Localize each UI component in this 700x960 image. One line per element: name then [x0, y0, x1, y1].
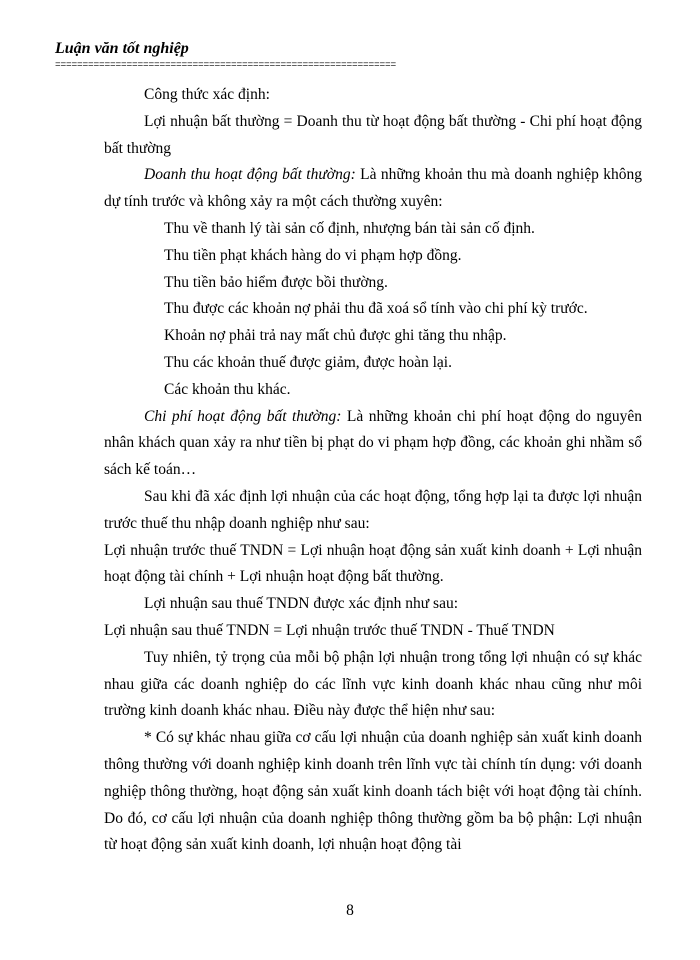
list-item: Thu được các khoản nợ phải thu đã xoá sổ tính vào chi phí kỳ trước.: [164, 300, 588, 318]
list-item: Thu các khoản thuế được giảm, được hoàn lại.: [164, 353, 452, 371]
paragraph-revenue-definition: [104, 162, 642, 216]
page-number: 8: [346, 902, 354, 919]
list-item: Thu tiền bảo hiểm được bồi thường.: [164, 273, 388, 291]
paragraph-formula-intro: Công thức xác định:: [144, 86, 270, 103]
revenue-items-list: [104, 216, 642, 404]
list-item: Thu tiền phạt khách hàng do vi phạm hợp đồng.: [164, 246, 462, 264]
header-rule: ==============================================================: [55, 62, 397, 68]
paragraph-aftertax-intro: Lợi nhuận sau thuế TNDN được xác định như sau:: [144, 595, 459, 613]
paragraph-aftertax-formula: Lợi nhuận sau thuế TNDN = Lợi nhuận trước thuế TNDN - Thuế TNDN: [104, 621, 555, 639]
expense-definition-text: Là những khoản chi phí hoạt động do nguyên nhân khách quan xảy ra như tiền bị phạt do vi phạm hợp đồng, các khoản ghi nhầm sổ sách kế toán…: [104, 407, 642, 479]
list-item: Thu về thanh lý tài sản cố định, nhượng bán tài sản cố định.: [164, 219, 535, 237]
body-text: [104, 82, 642, 859]
paragraph-pretax-intro: Sau khi đã xác định lợi nhuận của các hoạt động, tổng hợp lại ta được lợi nhuận trước thuế thu nhập doanh nghiệp như sau:: [104, 487, 642, 532]
paragraph-structure-intro: Tuy nhiên, tỷ trọng của mỗi bộ phận lợi nhuận trong tổng lợi nhuận có sự khác nhau giữa các doanh nghiệp do các lĩnh vực kinh doanh khác nhau cũng như môi trường kinh doanh khác nhau. Điều này được thể hiện như sau:: [104, 648, 642, 720]
revenue-definition-text: Là những khoản thu mà doanh nghiệp không dự tính trước và không xảy ra một cách thường xuyên:: [104, 166, 642, 211]
list-item: Khoản nợ phải trả nay mất chủ được ghi tăng thu nhập.: [164, 327, 507, 345]
paragraph-formula: Lợi nhuận bất thường = Doanh thu từ hoạt động bất thường - Chi phí hoạt động bất thường: [104, 112, 642, 157]
paragraph-pretax-formula: Lợi nhuận trước thuế TNDN = Lợi nhuận hoạt động sản xuất kinh doanh + Lợi nhuận hoạt động tài chính + Lợi nhuận hoạt động bất thường.: [104, 541, 642, 586]
running-header-title: Luận văn tốt nghiệp: [55, 40, 189, 57]
list-item: Các khoản thu khác.: [164, 380, 291, 398]
paragraph-expense-definition: [104, 404, 642, 484]
term-revenue: Doanh thu hoạt động bất thường:: [144, 166, 356, 184]
term-expense: Chi phí hoạt động bất thường:: [144, 407, 342, 425]
paragraph-structure-difference: * Có sự khác nhau giữa cơ cấu lợi nhuận của doanh nghiệp sản xuất kinh doanh thông thường với doanh nghiệp kinh doanh trên lĩnh vực tài chính tín dụng: với doanh nghiệp thông thường, hoạt động sản xuất kinh doanh tách biệt với hoạt động tài chính. Do đó, cơ cấu lợi nhuận của doanh nghiệp thông thường gồm ba bộ phận: Lợi nhuận từ hoạt động sản xuất kinh doanh, lợi nhuận hoạt động tài: [104, 729, 642, 854]
